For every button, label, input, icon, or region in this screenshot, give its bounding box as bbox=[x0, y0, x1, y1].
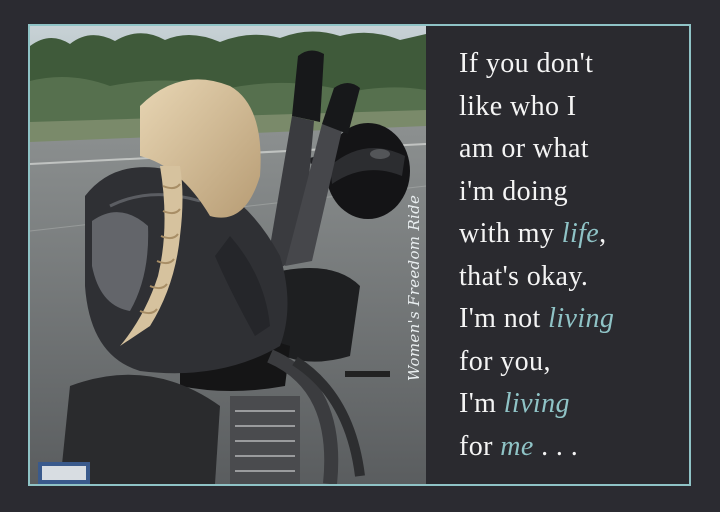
quote-line-10-post: . . . bbox=[533, 430, 579, 462]
quote-line-9 bbox=[459, 383, 689, 426]
quote-line-8: for you, bbox=[459, 345, 551, 377]
quote-line-7-pre: I'm not bbox=[459, 303, 549, 334]
quote-line-1: If you don't bbox=[459, 48, 594, 79]
quote-line-2: like who I bbox=[459, 90, 577, 122]
quote-line-9-pre: I'm bbox=[459, 388, 504, 419]
highlight-word-life: life bbox=[561, 218, 600, 249]
highlight-word-me: me bbox=[500, 430, 534, 462]
quote-line-5 bbox=[459, 213, 689, 256]
quote-line-5-pre: with my bbox=[459, 218, 562, 249]
quote-text bbox=[459, 43, 689, 468]
watermark-text: Women's Freedom Ride bbox=[405, 194, 423, 382]
quote-card-frame bbox=[28, 24, 691, 486]
quote-line-5-post: , bbox=[599, 218, 607, 249]
quote-line-4: i'm doing bbox=[459, 175, 568, 207]
quote-line-10 bbox=[459, 426, 689, 469]
footpeg bbox=[345, 371, 390, 377]
woman-on-motorcycle-photo bbox=[30, 26, 426, 484]
highlight-word-living: living bbox=[548, 303, 615, 334]
quote-line-6: that's okay. bbox=[459, 260, 589, 292]
quote-line-7 bbox=[459, 298, 689, 341]
helmet-shine bbox=[370, 149, 390, 159]
highlight-word-living-2: living bbox=[503, 388, 570, 419]
quote-line-10-pre: for bbox=[459, 430, 501, 462]
quote-line-3: am or what bbox=[459, 133, 589, 164]
